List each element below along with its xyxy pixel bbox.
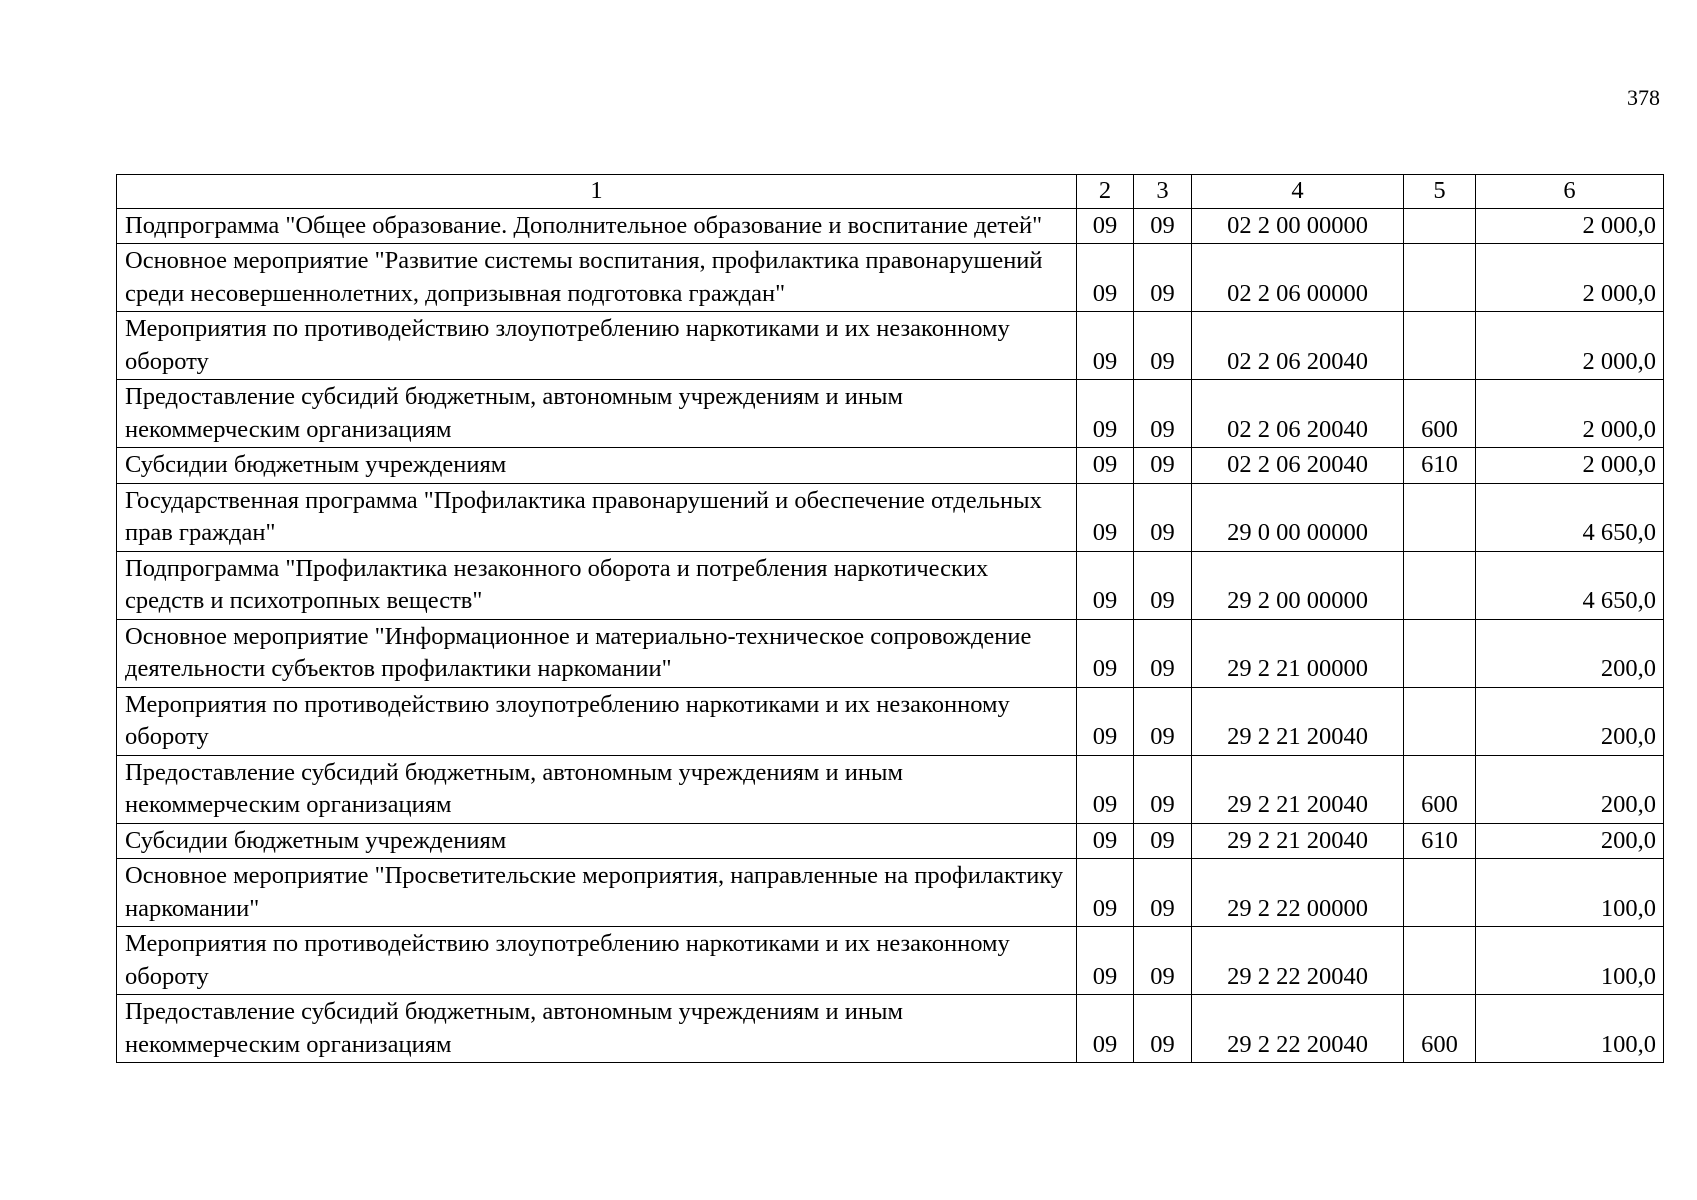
target-article-code: 29 2 21 20040	[1192, 823, 1404, 859]
expense-type-code	[1404, 687, 1476, 755]
section-code: 09	[1077, 448, 1134, 484]
table-row	[117, 483, 1664, 551]
budget-table	[116, 174, 1664, 1063]
table-row	[117, 687, 1664, 755]
column-header-2: 2	[1077, 175, 1134, 209]
column-header-5: 5	[1404, 175, 1476, 209]
section-code: 09	[1077, 244, 1134, 312]
row-name: Мероприятия по противодействию злоупотреблению наркотиками и их незаконному обороту	[117, 687, 1077, 755]
subsection-code: 09	[1134, 755, 1192, 823]
subsection-code: 09	[1134, 380, 1192, 448]
row-name: Государственная программа "Профилактика правонарушений и обеспечение отдельных прав граждан"	[117, 483, 1077, 551]
table-header	[117, 175, 1664, 209]
amount: 100,0	[1476, 859, 1664, 927]
subsection-code: 09	[1134, 927, 1192, 995]
amount: 200,0	[1476, 687, 1664, 755]
row-name: Субсидии бюджетным учреждениям	[117, 448, 1077, 484]
expense-type-code: 600	[1404, 995, 1476, 1063]
amount: 4 650,0	[1476, 483, 1664, 551]
table-row	[117, 995, 1664, 1063]
column-header-1: 1	[117, 175, 1077, 209]
target-article-code: 02 2 06 00000	[1192, 244, 1404, 312]
amount: 2 000,0	[1476, 208, 1664, 244]
section-code: 09	[1077, 551, 1134, 619]
section-code: 09	[1077, 483, 1134, 551]
subsection-code: 09	[1134, 859, 1192, 927]
amount: 2 000,0	[1476, 312, 1664, 380]
page-number: 378	[1627, 85, 1660, 110]
table-row	[117, 208, 1664, 244]
target-article-code: 29 2 21 20040	[1192, 755, 1404, 823]
target-article-code: 02 2 06 20040	[1192, 380, 1404, 448]
table-row	[117, 859, 1664, 927]
target-article-code: 29 2 21 00000	[1192, 619, 1404, 687]
subsection-code: 09	[1134, 995, 1192, 1063]
target-article-code: 29 2 21 20040	[1192, 687, 1404, 755]
amount: 2 000,0	[1476, 244, 1664, 312]
target-article-code: 29 2 22 20040	[1192, 927, 1404, 995]
row-name: Мероприятия по противодействию злоупотреблению наркотиками и их незаконному обороту	[117, 312, 1077, 380]
subsection-code: 09	[1134, 551, 1192, 619]
subsection-code: 09	[1134, 448, 1192, 484]
expense-type-code	[1404, 208, 1476, 244]
table-row	[117, 823, 1664, 859]
row-name: Подпрограмма "Общее образование. Дополнительное образование и воспитание детей"	[117, 208, 1077, 244]
expense-type-code	[1404, 312, 1476, 380]
expense-type-code	[1404, 244, 1476, 312]
subsection-code: 09	[1134, 483, 1192, 551]
subsection-code: 09	[1134, 244, 1192, 312]
column-header-4: 4	[1192, 175, 1404, 209]
section-code: 09	[1077, 859, 1134, 927]
table-row	[117, 312, 1664, 380]
table-row	[117, 380, 1664, 448]
table-row	[117, 448, 1664, 484]
subsection-code: 09	[1134, 619, 1192, 687]
target-article-code: 29 2 22 00000	[1192, 859, 1404, 927]
amount: 200,0	[1476, 755, 1664, 823]
subsection-code: 09	[1134, 687, 1192, 755]
row-name: Подпрограмма "Профилактика незаконного оборота и потребления наркотических средств и психотропных веществ"	[117, 551, 1077, 619]
subsection-code: 09	[1134, 208, 1192, 244]
row-name: Предоставление субсидий бюджетным, автономным учреждениям и иным некоммерческим организациям	[117, 995, 1077, 1063]
amount: 2 000,0	[1476, 380, 1664, 448]
amount: 200,0	[1476, 823, 1664, 859]
expense-type-code	[1404, 551, 1476, 619]
column-header-3: 3	[1134, 175, 1192, 209]
subsection-code: 09	[1134, 312, 1192, 380]
row-name: Мероприятия по противодействию злоупотреблению наркотиками и их незаконному обороту	[117, 927, 1077, 995]
target-article-code: 29 2 22 20040	[1192, 995, 1404, 1063]
table-row	[117, 619, 1664, 687]
amount: 200,0	[1476, 619, 1664, 687]
expense-type-code	[1404, 483, 1476, 551]
row-name: Предоставление субсидий бюджетным, автономным учреждениям и иным некоммерческим организациям	[117, 755, 1077, 823]
amount: 100,0	[1476, 995, 1664, 1063]
expense-type-code	[1404, 859, 1476, 927]
row-name: Субсидии бюджетным учреждениям	[117, 823, 1077, 859]
section-code: 09	[1077, 619, 1134, 687]
header-row	[117, 175, 1664, 209]
target-article-code: 29 0 00 00000	[1192, 483, 1404, 551]
section-code: 09	[1077, 927, 1134, 995]
section-code: 09	[1077, 312, 1134, 380]
section-code: 09	[1077, 380, 1134, 448]
table-row	[117, 755, 1664, 823]
target-article-code: 02 2 00 00000	[1192, 208, 1404, 244]
expense-type-code	[1404, 927, 1476, 995]
subsection-code: 09	[1134, 823, 1192, 859]
row-name: Основное мероприятие "Просветительские мероприятия, направленные на профилактику наркомании"	[117, 859, 1077, 927]
section-code: 09	[1077, 823, 1134, 859]
amount: 4 650,0	[1476, 551, 1664, 619]
target-article-code: 02 2 06 20040	[1192, 312, 1404, 380]
table-body	[117, 208, 1664, 1063]
section-code: 09	[1077, 687, 1134, 755]
expense-type-code: 600	[1404, 380, 1476, 448]
expense-type-code: 610	[1404, 823, 1476, 859]
column-header-6: 6	[1476, 175, 1664, 209]
expense-type-code: 600	[1404, 755, 1476, 823]
section-code: 09	[1077, 995, 1134, 1063]
target-article-code: 29 2 00 00000	[1192, 551, 1404, 619]
amount: 100,0	[1476, 927, 1664, 995]
expense-type-code: 610	[1404, 448, 1476, 484]
expense-type-code	[1404, 619, 1476, 687]
amount: 2 000,0	[1476, 448, 1664, 484]
table-row	[117, 927, 1664, 995]
table-row	[117, 244, 1664, 312]
section-code: 09	[1077, 755, 1134, 823]
target-article-code: 02 2 06 20040	[1192, 448, 1404, 484]
table-row	[117, 551, 1664, 619]
row-name: Основное мероприятие "Развитие системы воспитания, профилактика правонарушений среди несовершеннолетних, допризывная подготовка граждан"	[117, 244, 1077, 312]
row-name: Основное мероприятие "Информационное и материально-техническое сопровождение деятельности субъектов профилактики наркомании"	[117, 619, 1077, 687]
row-name: Предоставление субсидий бюджетным, автономным учреждениям и иным некоммерческим организациям	[117, 380, 1077, 448]
section-code: 09	[1077, 208, 1134, 244]
